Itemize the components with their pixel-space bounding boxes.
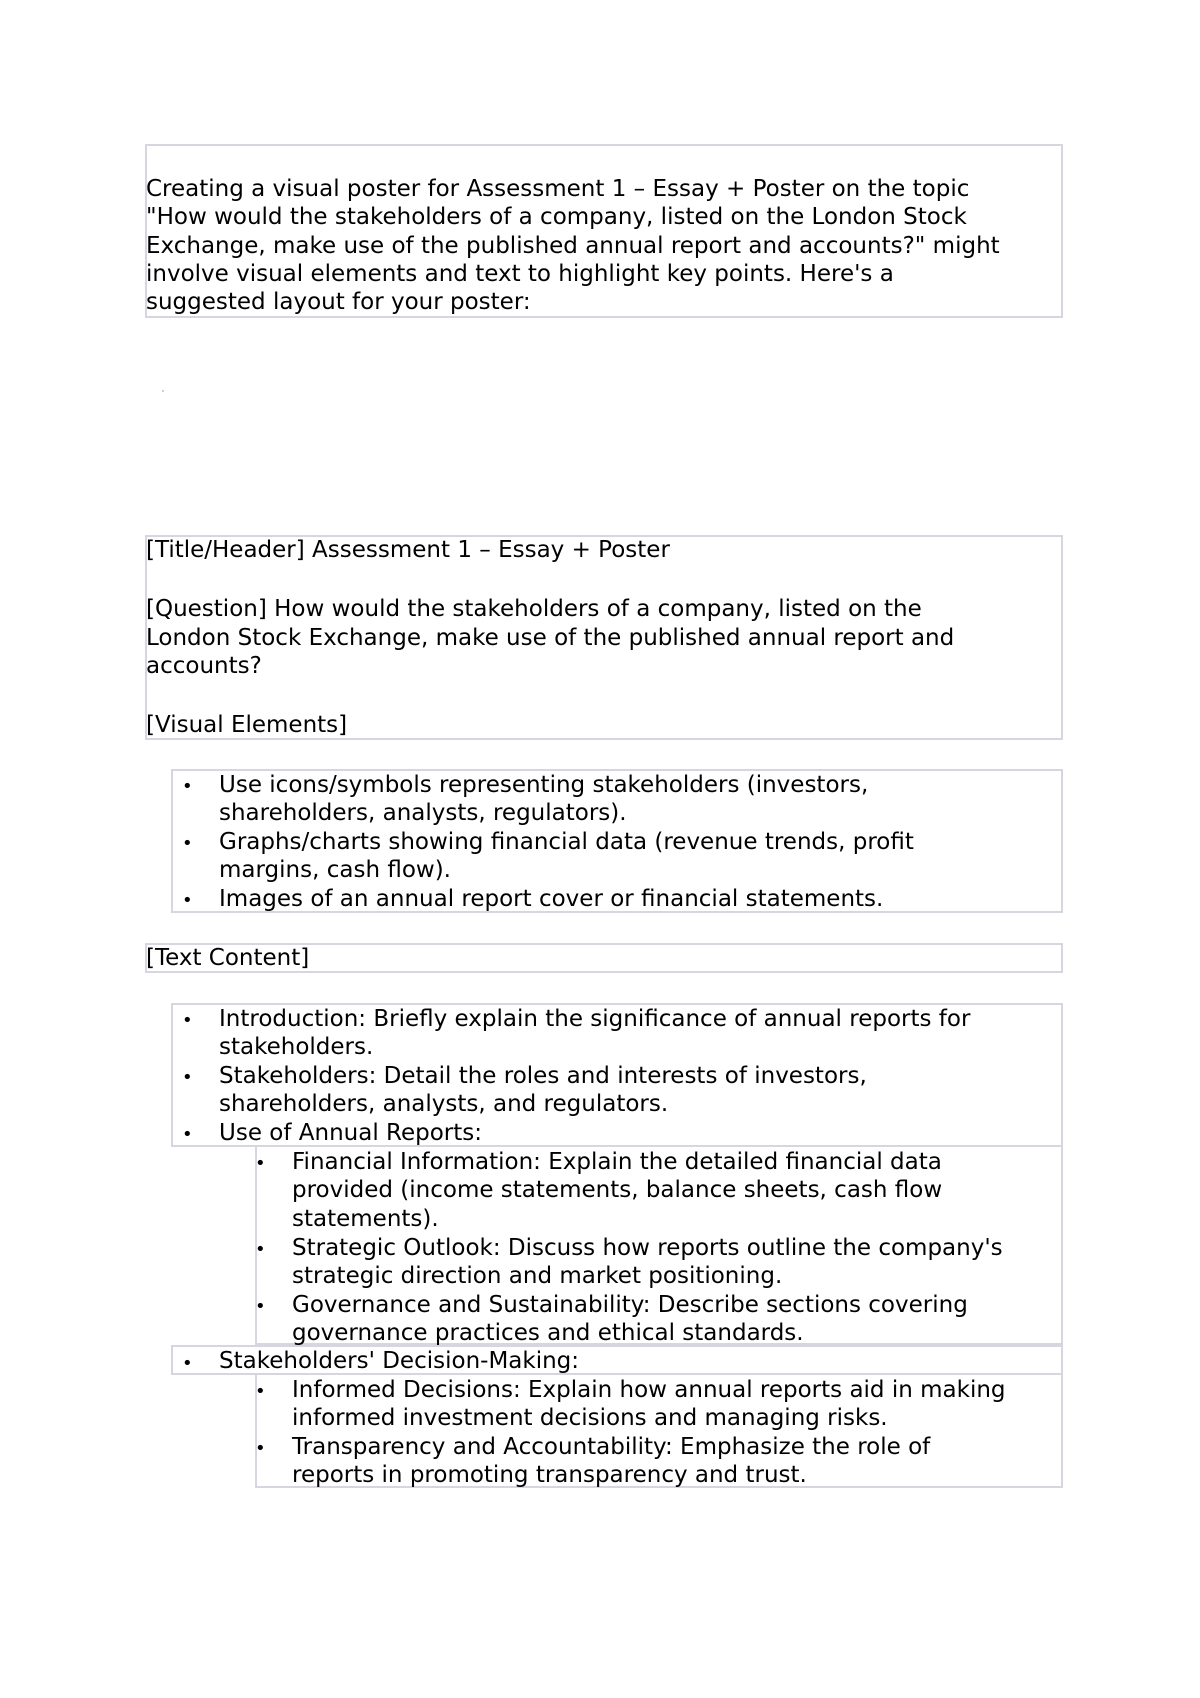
sub-list-item-continuation: informed investment decisions and managing risks. [292,1405,888,1431]
list-item-continuation: margins, cash flow). [219,857,451,883]
list-item: Stakeholders' Decision-Making: [219,1348,580,1374]
list-item-continuation: shareholders, analysts, and regulators. [219,1091,669,1117]
stray-mark [162,390,164,392]
visual-elements-heading: [Visual Elements] [146,712,348,738]
bullet-icon: • [182,1124,193,1145]
sub-list-item-continuation: governance practices and ethical standards. [292,1320,804,1346]
bullet-icon: • [182,776,193,797]
sub-list-item: Strategic Outlook: Discuss how reports outline the company's [292,1235,1003,1261]
bullet-icon: • [255,1381,266,1402]
list-item: Graphs/charts showing financial data (revenue trends, profit [219,829,914,855]
intro-line: suggested layout for your poster: [146,289,531,315]
bullet-icon: • [182,890,193,911]
sub-list-item-continuation: provided (income statements, balance sheets, cash flow [292,1177,943,1203]
question-line: [Question] How would the stakeholders of a company, listed on the [146,596,922,622]
list-item: Use of Annual Reports: [219,1120,482,1146]
question-line: London Stock Exchange, make use of the published annual report and [146,625,955,651]
title-line: [Title/Header] Assessment 1 – Essay + Poster [146,537,670,563]
bullet-icon: • [255,1153,266,1174]
sub-list-item: Financial Information: Explain the detailed financial data [292,1149,942,1175]
list-item: Stakeholders: Detail the roles and interests of investors, [219,1063,867,1089]
bullet-icon: • [255,1296,266,1317]
list-item: Images of an annual report cover or financial statements. [219,886,884,912]
intro-line: Creating a visual poster for Assessment 1 – Essay + Poster on the topic [146,176,970,202]
intro-line: involve visual elements and text to highlight key points. Here's a [146,261,894,287]
sub-list-item-continuation: reports in promoting transparency and trust. [292,1462,807,1488]
sub-list-item-continuation: strategic direction and market positioning. [292,1263,783,1289]
bullet-icon: • [182,1067,193,1088]
list-item-continuation: shareholders, analysts, regulators). [219,800,627,826]
sub-list-item-continuation: statements). [292,1206,439,1232]
bullet-icon: • [255,1438,266,1459]
text-content-heading: [Text Content] [146,945,310,971]
bullet-icon: • [182,1010,193,1031]
intro-line: Exchange, make use of the published annual report and accounts?" might [146,233,1000,259]
bullet-icon: • [182,1353,193,1374]
bullet-icon: • [255,1239,266,1260]
list-item: Use icons/symbols representing stakeholders (investors, [219,772,869,798]
bullet-icon: • [182,833,193,854]
list-item: Introduction: Briefly explain the significance of annual reports for [219,1006,971,1032]
list-item-continuation: stakeholders. [219,1034,374,1060]
question-line: accounts? [146,653,262,679]
sub-list-item: Governance and Sustainability: Describe sections covering [292,1292,968,1318]
sub-list-item: Informed Decisions: Explain how annual reports aid in making [292,1377,1006,1403]
intro-line: "How would the stakeholders of a company, listed on the London Stock [146,204,967,230]
sub-list-item: Transparency and Accountability: Emphasize the role of [292,1434,931,1460]
